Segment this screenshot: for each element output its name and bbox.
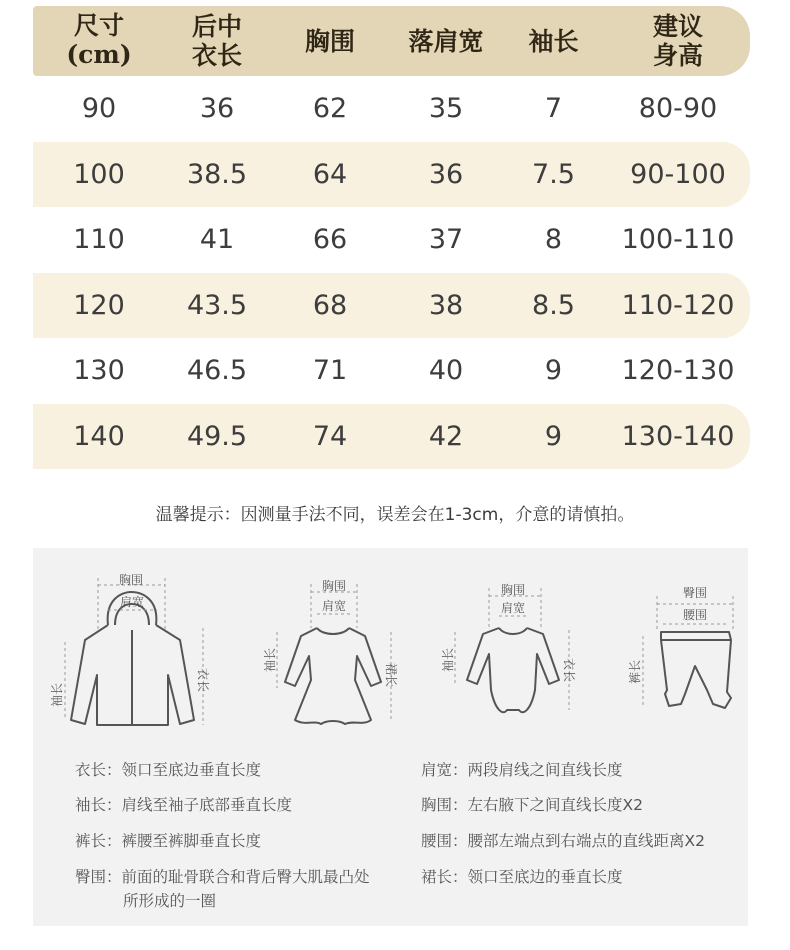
table-header [33, 6, 750, 76]
measurement-guide [33, 548, 748, 926]
pants-icon [621, 570, 741, 735]
hooded-jacket-icon [50, 570, 213, 735]
jacket-chest-label: 胸围 [118, 573, 144, 587]
cell-size: 140 [73, 420, 125, 452]
cell-height: 110-120 [621, 289, 735, 321]
cell-back-length: 36 [199, 93, 235, 125]
cell-back-length: 38.5 [186, 158, 248, 190]
cell-chest: 71 [312, 355, 348, 387]
cell-height: 100-110 [621, 224, 735, 256]
header-size: 尺寸 (cm) [66, 11, 132, 69]
table-row [33, 207, 750, 273]
cell-back-length: 49.5 [186, 420, 248, 452]
cell-height: 80-90 [638, 93, 718, 125]
cell-shoulder: 40 [428, 355, 464, 387]
romper-sleeve-label: 袖长 [441, 647, 455, 673]
pants-length-label: 裤长 [628, 659, 642, 685]
cell-sleeve: 9 [544, 420, 563, 452]
cell-shoulder: 36 [428, 158, 464, 190]
definition-sleeve: 袖长：肩线至袖子底部垂直长度 [75, 796, 293, 814]
dress-shoulder-label: 肩宽 [321, 599, 347, 613]
definition-hip: 臀围：前面的耻骨联合和背后臀大肌最凸处 所形成的一圈 [75, 868, 370, 910]
romper-icon [441, 570, 581, 735]
size-tip: 温馨提示：因测量手法不同，误差会在1-3cm，介意的请慎拍。 [155, 505, 635, 525]
cell-shoulder: 38 [428, 289, 464, 321]
cell-size: 100 [73, 158, 125, 190]
header-height: 建议 身高 [652, 12, 703, 70]
cell-chest: 62 [312, 93, 348, 125]
cell-back-length: 43.5 [186, 289, 248, 321]
jacket-shoulder-label: 肩宽 [119, 595, 145, 609]
definition-length: 衣长：领口至底边垂直长度 [75, 761, 262, 779]
cell-back-length: 41 [199, 224, 235, 256]
cell-chest: 66 [312, 224, 348, 256]
cell-sleeve: 9 [544, 355, 563, 387]
jacket-sleeve-label: 袖长 [50, 682, 64, 708]
dress-sleeve-label: 袖长 [263, 647, 277, 673]
dress-chest-label: 胸围 [321, 579, 347, 593]
header-back-length: 后中 衣长 [191, 12, 242, 70]
table-row [33, 273, 750, 339]
cell-shoulder: 42 [428, 420, 464, 452]
cell-height: 120-130 [621, 355, 735, 387]
definition-chest: 胸围：左右腋下之间直线长度X2 [421, 796, 643, 814]
pants-waist-label: 腰围 [682, 608, 708, 622]
cell-size: 120 [73, 289, 125, 321]
cell-sleeve: 7.5 [532, 158, 575, 190]
cell-shoulder: 37 [428, 224, 464, 256]
definition-waist: 腰围：腰部左端点到右端点的直线距离X2 [421, 832, 705, 850]
header-shoulder: 落肩宽 [408, 26, 484, 56]
cell-height: 130-140 [621, 420, 735, 452]
definition-shoulder: 肩宽：两段肩线之间直线长度 [421, 761, 623, 779]
dress-icon [265, 570, 405, 735]
header-sleeve: 袖长 [528, 26, 579, 56]
cell-height: 90-100 [630, 158, 726, 190]
cell-chest: 64 [312, 158, 348, 190]
romper-shoulder-label: 肩宽 [500, 601, 526, 615]
romper-chest-label: 胸围 [500, 583, 526, 597]
cell-sleeve: 8 [544, 224, 563, 256]
table-row [33, 338, 750, 404]
cell-sleeve: 8.5 [532, 289, 575, 321]
definition-pants-length: 裤长：裤腰至裤脚垂直长度 [75, 832, 262, 850]
table-row [33, 142, 750, 208]
cell-size: 110 [73, 224, 125, 256]
header-chest: 胸围 [304, 26, 355, 56]
cell-chest: 74 [312, 420, 348, 452]
definition-skirt: 裙长：领口至底边的垂直长度 [421, 868, 623, 886]
jacket-length-label: 衣长 [196, 667, 210, 693]
cell-back-length: 46.5 [186, 355, 248, 387]
table-row [33, 404, 750, 470]
dress-skirt-label: 裙长 [384, 662, 398, 688]
cell-sleeve: 7 [544, 93, 563, 125]
cell-size: 130 [73, 355, 125, 387]
cell-size: 90 [81, 93, 117, 125]
table-row [33, 76, 750, 142]
romper-length-label: 衣长 [562, 657, 576, 683]
pants-hip-label: 臀围 [682, 586, 708, 600]
size-table [33, 6, 750, 469]
cell-shoulder: 35 [428, 93, 464, 125]
cell-chest: 68 [312, 289, 348, 321]
